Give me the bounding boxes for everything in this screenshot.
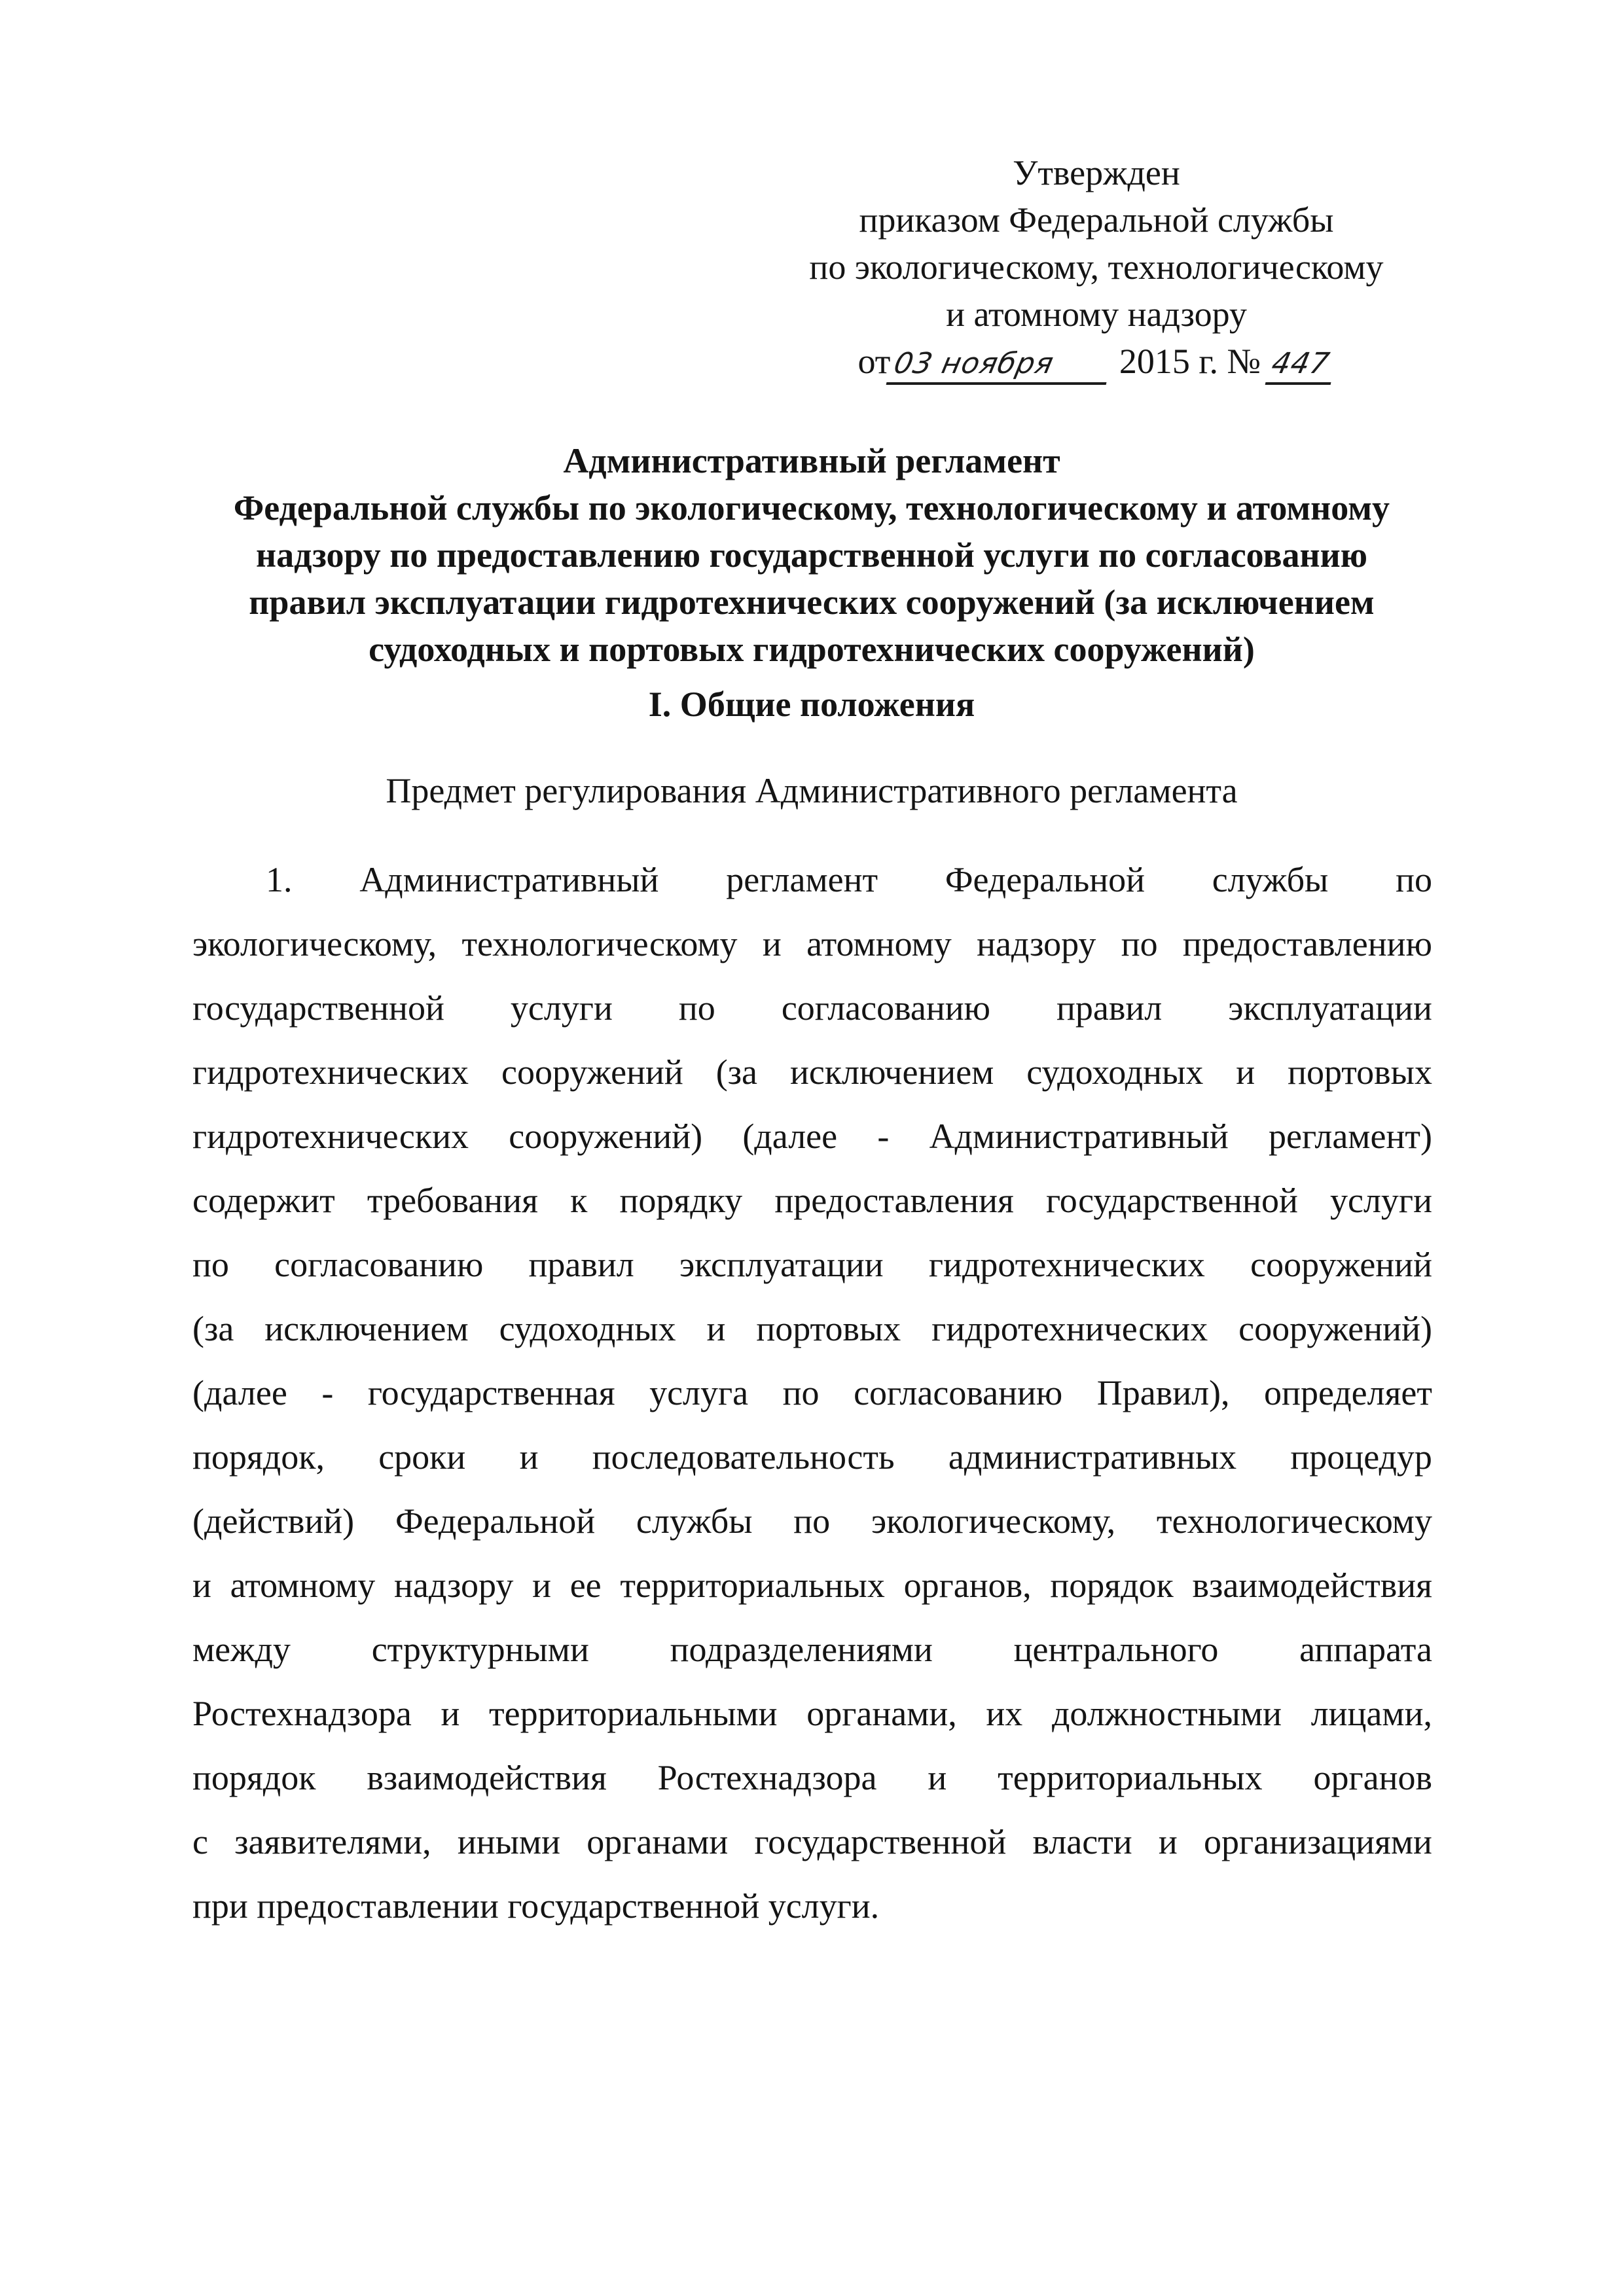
- word: сооружений): [509, 1117, 703, 1156]
- word: территориальных: [998, 1758, 1263, 1797]
- paragraph-line: [192, 920, 1432, 984]
- word: и: [1158, 1822, 1178, 1861]
- word: порядок: [192, 1758, 316, 1797]
- word: Ростехнадзора: [192, 1694, 412, 1733]
- word: сооружений: [1250, 1245, 1432, 1284]
- word: органами: [586, 1822, 729, 1861]
- handwritten-date: 03 ноября: [886, 346, 1115, 385]
- word: и: [762, 924, 782, 963]
- word: должностными: [1051, 1694, 1282, 1733]
- approval-line-1: Утвержден: [1013, 153, 1180, 192]
- word: лицами,: [1310, 1694, 1432, 1733]
- paragraph-last-line: при предоставлении государственной услуги.: [192, 1886, 880, 1926]
- word: правил: [1056, 988, 1163, 1028]
- date-prefix: от: [857, 342, 891, 381]
- approval-block: [753, 149, 1440, 385]
- word: по: [782, 1373, 820, 1412]
- word: по: [192, 1245, 229, 1284]
- word: согласованию: [781, 988, 990, 1028]
- approval-line-3: по экологическому, технологическому: [809, 247, 1384, 287]
- word: государственной: [192, 988, 444, 1028]
- section-heading: I. Общие положения: [648, 685, 975, 724]
- title-line-4: правил эксплуатации гидротехнических сооружений (за исключением: [249, 583, 1375, 622]
- word: правил: [528, 1245, 634, 1284]
- handwritten-order-number: 447: [1265, 346, 1339, 385]
- title-line-1: Административный регламент: [563, 441, 1060, 480]
- word: порядок: [1050, 1566, 1174, 1605]
- word: портовых: [1288, 1052, 1432, 1092]
- word: по: [1121, 924, 1158, 963]
- word: регламент: [726, 860, 878, 899]
- title-line-2: Федеральной службы по экологическому, технологическому и атомному: [233, 488, 1390, 528]
- word: центрального: [1013, 1630, 1219, 1669]
- word: атомному: [806, 924, 952, 963]
- word: эксплуатации: [679, 1245, 884, 1284]
- word: гидротехнических: [931, 1309, 1208, 1348]
- word: требования: [367, 1181, 538, 1220]
- word: исключением: [789, 1052, 994, 1092]
- word: порядок,: [192, 1437, 325, 1477]
- word: взаимодействия: [1192, 1566, 1432, 1605]
- paragraph-line: [192, 1754, 1432, 1818]
- paragraph-line: [192, 1498, 1432, 1562]
- word: исключением: [264, 1309, 469, 1348]
- word: их: [986, 1694, 1023, 1733]
- approval-date-line: [753, 338, 1440, 385]
- word: содержит: [192, 1181, 335, 1220]
- word: органами,: [806, 1694, 957, 1733]
- word: территориальных: [620, 1566, 885, 1605]
- word: надзору: [977, 924, 1096, 963]
- word: портовых: [756, 1309, 901, 1348]
- word: -: [321, 1373, 334, 1412]
- paragraph-line: [192, 984, 1432, 1049]
- word: согласованию: [854, 1373, 1063, 1412]
- paragraph-line: [192, 1433, 1432, 1498]
- word: ее: [569, 1566, 602, 1605]
- paragraph-line: [192, 1690, 1432, 1754]
- word: экологическому,: [871, 1501, 1116, 1541]
- word: (далее: [192, 1373, 287, 1412]
- word: гидротехнических: [192, 1052, 469, 1092]
- year-text: 2015 г. №: [1119, 342, 1261, 381]
- title-line-5: судоходных и портовых гидротехнических сооружений): [369, 630, 1255, 669]
- word: Ростехнадзора: [657, 1758, 877, 1797]
- word: согласованию: [274, 1245, 484, 1284]
- word: сроки: [378, 1437, 466, 1477]
- word: услуги: [1330, 1181, 1432, 1220]
- word: органов: [1313, 1758, 1432, 1797]
- word: подразделениями: [670, 1630, 933, 1669]
- word: регламент): [1269, 1117, 1432, 1156]
- word: органов,: [903, 1566, 1032, 1605]
- word: эксплуатации: [1228, 988, 1432, 1028]
- word: Федеральной: [395, 1501, 596, 1541]
- word: Правил),: [1096, 1373, 1230, 1412]
- word: по: [1396, 860, 1432, 899]
- word: и: [706, 1309, 726, 1348]
- word: (за: [192, 1309, 234, 1348]
- paragraph-line: [192, 1241, 1432, 1305]
- word: государственной: [754, 1822, 1007, 1861]
- word: сооружений: [501, 1052, 683, 1092]
- word: и: [441, 1694, 460, 1733]
- word: и: [192, 1566, 211, 1605]
- word: Административный: [359, 860, 659, 899]
- word: по: [678, 988, 715, 1028]
- section-subheading: Предмет регулирования Административного регламента: [386, 771, 1238, 810]
- paragraph-line: [192, 1818, 1432, 1882]
- word: иными: [457, 1822, 560, 1861]
- paragraph-line: [192, 1626, 1432, 1690]
- word: гидротехнических: [928, 1245, 1205, 1284]
- word: (действий): [192, 1501, 355, 1541]
- approval-line-2: приказом Федеральной службы: [859, 200, 1334, 240]
- word: между: [192, 1630, 291, 1669]
- word: службы: [1212, 860, 1329, 899]
- word: технологическому: [461, 924, 738, 963]
- paragraph-line: [192, 856, 1432, 920]
- word: (далее: [742, 1117, 838, 1156]
- paragraph-line: [192, 1113, 1432, 1177]
- paragraph-line: [192, 1305, 1432, 1369]
- word: государственной: [1046, 1181, 1298, 1220]
- word: услуга: [649, 1373, 749, 1412]
- word: предоставлению: [1182, 924, 1432, 963]
- word: надзору: [394, 1566, 514, 1605]
- approval-line-4: и атомному надзору: [946, 295, 1247, 334]
- word: судоходных: [1026, 1052, 1204, 1092]
- word: службы: [636, 1501, 753, 1541]
- word: 1.: [266, 860, 293, 899]
- word: взаимодействия: [367, 1758, 607, 1797]
- word: административных: [948, 1437, 1237, 1477]
- word: атомному: [230, 1566, 376, 1605]
- word: и: [519, 1437, 539, 1477]
- paragraph-line: [192, 1562, 1432, 1626]
- word: с: [192, 1822, 208, 1861]
- word: технологическому: [1156, 1501, 1432, 1541]
- word: экологическому,: [192, 924, 437, 963]
- word: гидротехнических: [192, 1117, 469, 1156]
- word: определяет: [1264, 1373, 1432, 1412]
- word: власти: [1032, 1822, 1132, 1861]
- word: последовательность: [592, 1437, 895, 1477]
- word: аппарата: [1299, 1630, 1432, 1669]
- word: -: [877, 1117, 890, 1156]
- word: организациями: [1204, 1822, 1432, 1861]
- word: судоходных: [499, 1309, 676, 1348]
- word: Федеральной: [945, 860, 1146, 899]
- word: структурными: [371, 1630, 589, 1669]
- title-line-3: надзору по предоставлению государственной услуги по согласованию: [256, 535, 1367, 575]
- document-title: [177, 437, 1447, 673]
- word: и: [1236, 1052, 1255, 1092]
- word: и: [532, 1566, 551, 1605]
- word: и: [928, 1758, 947, 1797]
- word: процедур: [1290, 1437, 1432, 1477]
- word: (за: [715, 1052, 758, 1092]
- word: сооружений): [1238, 1309, 1432, 1348]
- paragraph-line: [192, 1049, 1432, 1113]
- word: Административный: [929, 1117, 1229, 1156]
- word: порядку: [619, 1181, 743, 1220]
- word: государственная: [367, 1373, 615, 1412]
- word: предоставления: [774, 1181, 1014, 1220]
- word: территориальными: [489, 1694, 778, 1733]
- paragraph-1: [192, 856, 1432, 1946]
- paragraph-line: [192, 1177, 1432, 1241]
- word: к: [570, 1181, 588, 1220]
- paragraph-line: [192, 1369, 1432, 1433]
- word: услуги: [510, 988, 613, 1028]
- word: заявителями,: [234, 1822, 431, 1861]
- word: по: [793, 1501, 831, 1541]
